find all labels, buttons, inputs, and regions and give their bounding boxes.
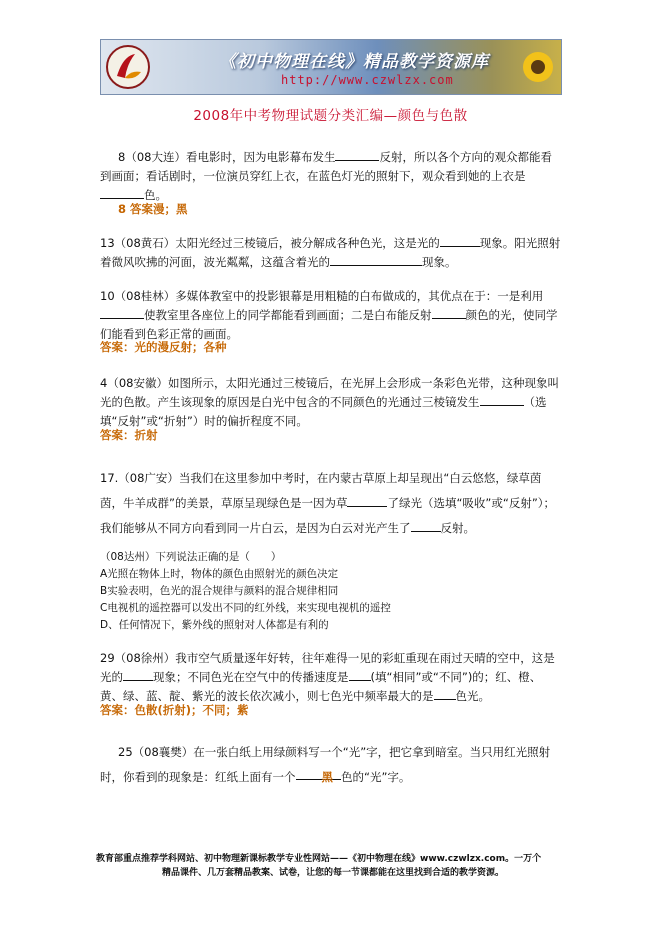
- banner-title: 《初中物理在线》精品教学资源库: [219, 52, 489, 72]
- footer-line-2: 精品课件、几万套精品教案、试卷，让您的每一节课都能在这里找到合适的教学资源。: [161, 868, 504, 878]
- sunflower-icon: [521, 50, 555, 84]
- blank-answer-8: 黑: [296, 765, 342, 780]
- option-a: A光照在物体上时，物体的颜色由照射光的颜色决定: [100, 568, 339, 580]
- question-6-stem: （08达州）下列说法正确的是（ ）: [100, 551, 282, 563]
- site-logo-icon: [105, 44, 151, 90]
- question-5: 17.（08广安）当我们在这里参加中考时，在内蒙古草原上却呈现出“白云悠悠，绿草茵茵，牛羊成群”的美景，草原呈现绿色是一因为草 了绿光（选填“吸收”或“反射”）；我们能够从不同方向看到同一片白云，是因为白云对光产生了 反射。: [100, 471, 556, 535]
- footer: [96, 852, 570, 880]
- answer-1: 8 答案漫；黑: [118, 202, 188, 216]
- question-3: 10（08桂林）多媒体教室中的投影银幕是用粗糙的白布做成的，其优点在于：一是利用使教室里各座位上的同学都能看到画面；二是白布能反射 颜色的光，使同学们能看到色彩正常的画面。: [100, 289, 558, 341]
- banner-url[interactable]: http://www.czwlzx.com: [281, 73, 454, 87]
- question-1: 8（08大连）看电影时，因为电影幕布发生 反射，所以各个方向的观众都能看到画面；看话剧时，一位演员穿红上衣，在蓝色灯光的照射下，观众看到她的上衣是色。: [100, 150, 552, 202]
- question-2: 13（08黄石）太阳光经过三棱镜后，被分解成各种色光，这是光的 现象。阳光照射着微风吹拂的河面，波光粼粼，这蕴含着光的 现象。: [100, 236, 561, 269]
- question-4: 4（08安徽）如图所示，太阳光通过三棱镜后，在光屏上会形成一条彩色光带，这种现象叫光的色散。产生该现象的原因是白光中包含的不同颜色的光通过三棱镜发生 （选填“反射”或“折射”）时的偏折程度不同。: [100, 376, 559, 428]
- option-b: B实验表明，色光的混合规律与颜料的混合规律相同: [100, 585, 339, 597]
- question-7: 29（08徐州）我市空气质量逐年好转，往年难得一见的彩虹重现在雨过天晴的空中，这是光的 现象；不同色光在空气中的传播速度是 (填“相同”或“不同”)的；红、橙、黄、绿、蓝、靛、紫光的波长依次减小，则七色光中频率最大的是 色光。: [100, 651, 555, 703]
- header-banner: [100, 39, 562, 95]
- option-c: C电视机的遥控器可以发出不同的红外线，来实现电视机的遥控: [100, 602, 391, 614]
- page-title: 2008年中考物理试题分类汇编—颜色与色散: [193, 108, 468, 124]
- footer-line-1: 教育部重点推荐学科网站、初中物理新课标教学专业性网站——《初中物理在线》www.czwlzx.com。一万个: [96, 854, 542, 864]
- option-d: D、任何情况下，紫外线的照射对人体都是有利的: [100, 619, 329, 631]
- question-8: 25（08襄樊）在一张白纸上用绿颜料写一个“光”字，把它拿到暗室。当只用红光照射时，你看到的现象是：红纸上面有一个 黑 色的“光”字。: [100, 745, 551, 784]
- answer-4: 答案：折射: [100, 428, 158, 442]
- answer-7: 答案：色散(折射)；不同；紫: [100, 703, 249, 717]
- answer-3: 答案：光的漫反射；各种: [100, 340, 227, 354]
